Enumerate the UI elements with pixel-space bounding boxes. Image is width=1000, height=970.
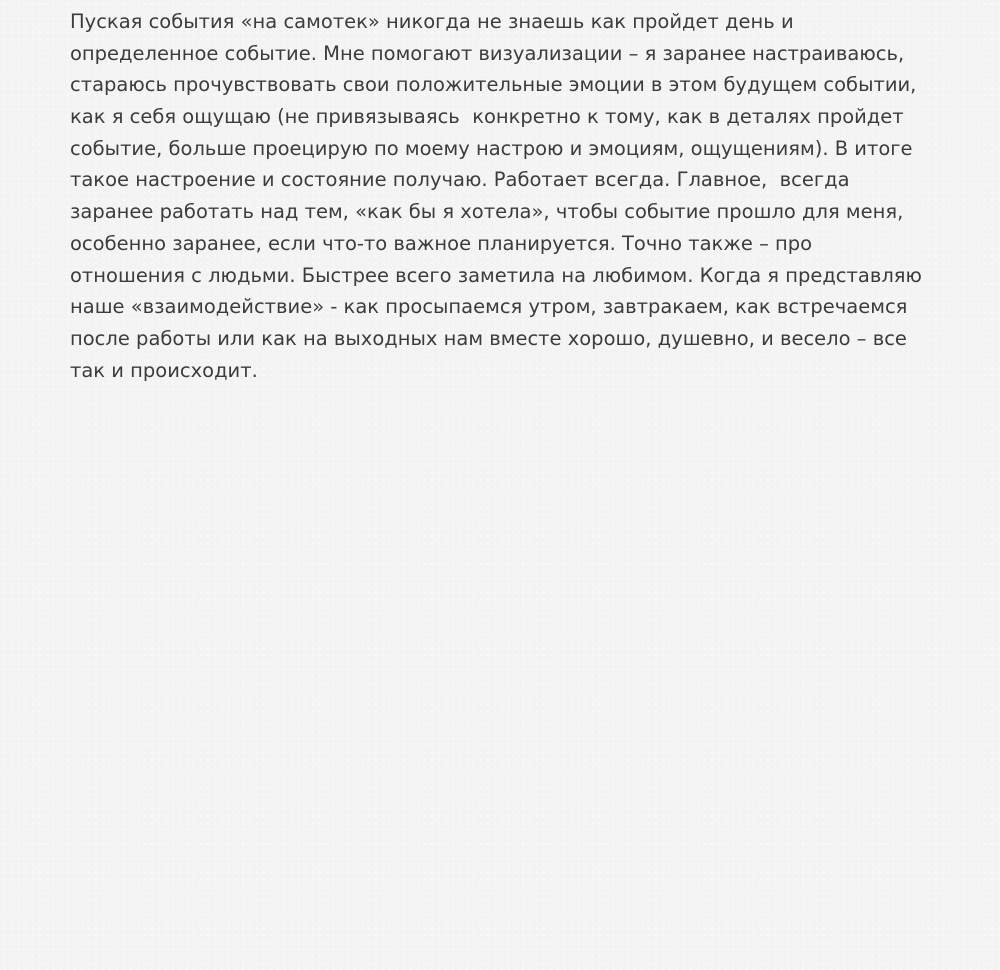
note-line: так и происходит.: [70, 358, 258, 382]
note-line: отношения с людьми. Быстрее всего заметила на любимом. Когда я представляю: [70, 263, 922, 287]
note-line: наше «взаимодействие» - как просыпаемся утром, завтракаем, как встречаемся: [70, 295, 908, 319]
note-line: такое настроение и состояние получаю. Работает всегда. Главное, всегда: [70, 168, 850, 192]
note-line: Пуская события «на самотек» никогда не знаешь как пройдет день и: [70, 10, 794, 33]
note-line: после работы или как на выходных нам вместе хорошо, душевно, и весело – все: [70, 326, 907, 350]
note-line: особенно заранее, если что-то важное планируется. Точно также – про: [70, 231, 813, 255]
note-line: определенное событие. Мне помогают визуализации – я заранее настраиваюсь,: [70, 41, 905, 65]
note-line: как я себя ощущаю (не привязываясь конкретно к тому, как в деталях пройдет: [70, 105, 904, 129]
note-line: событие, больше проецирую по моему настрою и эмоциям, ощущениям). В итоге: [70, 136, 913, 160]
note-line: заранее работать над тем, «как бы я хотела», чтобы событие прошло для меня,: [70, 200, 904, 224]
note-line: стараюсь прочувствовать свои положительные эмоции в этом будущем событии,: [70, 73, 917, 97]
note-body-text[interactable]: [70, 6, 950, 386]
